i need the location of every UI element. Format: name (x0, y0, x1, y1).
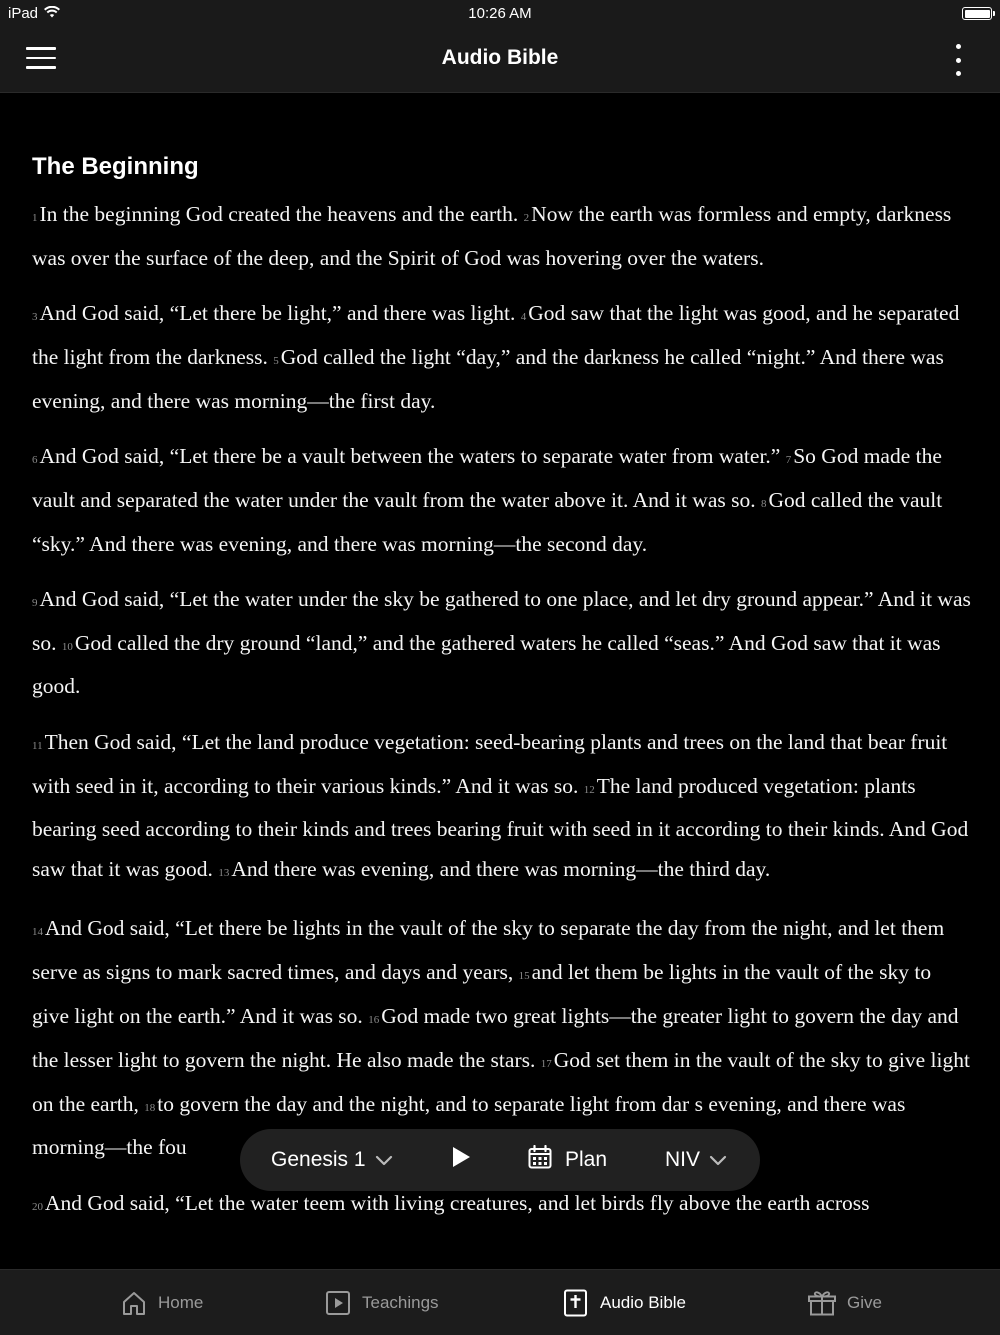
verse-number: 6 (32, 453, 38, 466)
verse-number: 2 (523, 212, 530, 224)
video-play-icon (325, 1290, 351, 1316)
verse-number: 11 (32, 739, 43, 752)
verse-number: 15 (518, 970, 530, 983)
verse-text: In the beginning God created the heavens and the earth. (39, 202, 519, 226)
verse-text: And there was evening, and there was morning—the third day. (231, 857, 771, 882)
version-label: NIV (665, 1148, 701, 1171)
verse-number: 18 (144, 1101, 156, 1114)
home-icon (121, 1290, 147, 1316)
verse-text: God set them in the vault of the sky to give light on the earth, (32, 1047, 970, 1116)
verse-text: Then God said, “Let the land produce vegetation: seed-bearing plants and trees on the land that bear fruit with seed in it, according to their various kinds.” And it was so. (32, 729, 948, 798)
paragraph (32, 195, 972, 279)
verse-text: s evening, and there was morning—the fou (32, 1091, 906, 1160)
chapter-label: Genesis 1 (271, 1148, 366, 1171)
verse-text: Now the earth was formless and empty, darkness was over the surface of the deep, and the Spirit of God was hovering over the waters. (32, 202, 952, 270)
bible-icon (563, 1289, 589, 1317)
verse-text: And God said, “Let there be lights in the vault of the sky to separate the day from the night, and let them serve as signs to mark sacred times, and days and years, (32, 916, 945, 985)
plan-button[interactable] (528, 1129, 607, 1191)
verse-number: 5 (273, 354, 279, 367)
verse-number: 1 (32, 212, 38, 224)
tab-label: Give (847, 1292, 882, 1312)
device-name: iPad (8, 5, 39, 22)
battery-icon (962, 7, 992, 20)
verse-number: 13 (218, 867, 230, 880)
paragraph (32, 437, 972, 564)
play-button[interactable] (451, 1129, 471, 1191)
tab-label: Home (158, 1292, 204, 1312)
nav-bar (0, 28, 1000, 93)
verse-text: And God said, “Let the water teem with living creatures, and let birds fly above the earth across (45, 1190, 870, 1215)
version-selector[interactable] (665, 1129, 727, 1191)
tab-give[interactable] (808, 1270, 882, 1335)
verse-number: 14 (32, 926, 43, 939)
status-bar (0, 0, 1000, 28)
page-title: Audio Bible (441, 46, 559, 69)
verse-text: and let them be lights in the vault of the sky to give light on the earth.” And it was so. (32, 960, 932, 1029)
audio-player-bar (240, 1129, 760, 1191)
verse-text: So God made the vault and separated the water under the vault from the water above it. And it was so. (32, 443, 942, 512)
verse-text: God called the light “day,” and the darkness he called “night.” And there was evening, and there was morning—the first day. (32, 344, 944, 413)
status-time: 10:26 AM (468, 5, 532, 22)
scripture-content[interactable] (32, 92, 972, 1269)
plan-label: Plan (565, 1148, 608, 1171)
verse-text: And God said, “Let the water under the sky be gathered to one place, and let dry ground appear.” And it was so. (32, 586, 971, 655)
verse-text: God called the dry ground “land,” and the gathered waters he called “seas.” And God saw that it was good. (32, 630, 941, 699)
tab-label: Audio Bible (600, 1292, 687, 1312)
paragraph (32, 294, 972, 421)
chevron-down-icon (375, 1148, 393, 1172)
verse-number: 7 (785, 453, 792, 466)
verse-number: 8 (760, 497, 767, 510)
verse-number: 3 (32, 311, 38, 324)
section-heading: The Beginning (32, 153, 199, 180)
verse-number: 16 (368, 1014, 380, 1027)
verse-number: 20 (32, 1200, 43, 1213)
chapter-selector[interactable] (271, 1129, 393, 1191)
passage-text (32, 195, 972, 1228)
verse-number: 12 (583, 783, 595, 796)
verse-number: 4 (520, 311, 527, 324)
tab-teachings[interactable] (325, 1270, 439, 1335)
verse-text: God saw that the light was good, and he separated the light from the darkness. (32, 301, 960, 369)
verse-text: God called the vault “sky.” And there was evening, and there was morning—the second day. (32, 487, 943, 556)
tab-bar (0, 1269, 1000, 1335)
verse-text: The land produced vegetation: plants bearing seed according to their kinds and trees bearing fruit with seed in it according to their kinds. And God saw that it was good. (32, 773, 969, 882)
play-icon (451, 1146, 471, 1174)
verse-number: 10 (61, 640, 73, 653)
paragraph (32, 723, 972, 894)
verse-text: God made two great lights—the greater light to govern the day and the lesser light to govern the night. He also made the stars. (32, 1004, 959, 1072)
more-vertical-icon[interactable] (946, 44, 970, 76)
verse-text: to govern the day and the night, and to separate light from dar (157, 1091, 690, 1116)
chevron-down-icon (709, 1148, 727, 1172)
tab-label: Teachings (362, 1292, 439, 1312)
verse-text: And God said, “Let there be a vault between the waters to separate water from water.” (39, 443, 781, 468)
gift-icon (808, 1290, 836, 1316)
verse-number: 9 (32, 596, 38, 609)
calendar-icon (528, 1145, 552, 1175)
verse-number: 17 (540, 1057, 552, 1070)
verse-text: And God said, “Let there be light,” and there was light. (39, 301, 516, 326)
tab-home[interactable] (121, 1270, 203, 1335)
tab-audio-bible[interactable] (563, 1270, 686, 1335)
battery-level (965, 10, 990, 18)
paragraph (32, 580, 972, 707)
